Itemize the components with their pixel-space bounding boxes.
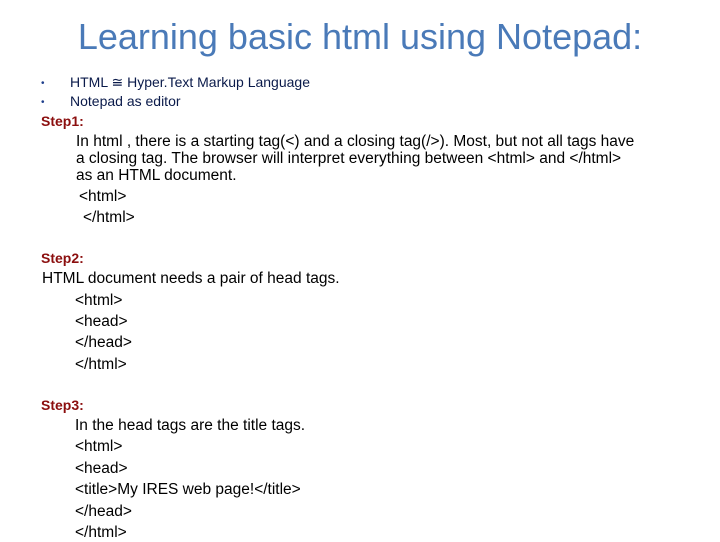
step3-code-line-2: <head>: [75, 460, 128, 477]
bullet-item-1: HTML ≅ Hyper.Text Markup Language: [70, 74, 310, 90]
page-title: Learning basic html using Notepad:: [77, 16, 643, 57]
bullet-icon: •: [41, 78, 45, 89]
step1-text-line-3: as an HTML document.: [76, 167, 237, 184]
step3-intro: In the head tags are the title tags.: [75, 417, 306, 434]
step1-text-line-1: In html , there is a starting tag(<) and a closing tag(/>). Most, but not all tags have: [76, 133, 635, 150]
step3-code-line-5: </html>: [75, 524, 127, 541]
step3-code-line-3: <title>My IRES web page!</title>: [75, 481, 301, 498]
step2-label: Step2:: [41, 250, 84, 266]
step2-code-line-1: <html>: [75, 292, 123, 309]
step1-label: Step1:: [41, 113, 84, 129]
step3-code-line-4: </head>: [75, 503, 132, 520]
step2-code-line-2: <head>: [75, 313, 128, 330]
step2-code-line-3: </head>: [75, 334, 132, 351]
step1-code-line-1: <html>: [79, 188, 127, 205]
step1-text-line-2: a closing tag. The browser will interpret everything between <html> and </html>: [76, 150, 622, 167]
bullet-item-2: Notepad as editor: [70, 93, 181, 109]
step2-code-line-4: </html>: [75, 356, 127, 373]
step3-code-line-1: <html>: [75, 438, 123, 455]
step2-intro: HTML document needs a pair of head tags.: [42, 270, 340, 287]
step3-label: Step3:: [41, 397, 84, 413]
bullet-icon: •: [41, 97, 45, 108]
step1-code-line-2: </html>: [83, 209, 135, 226]
